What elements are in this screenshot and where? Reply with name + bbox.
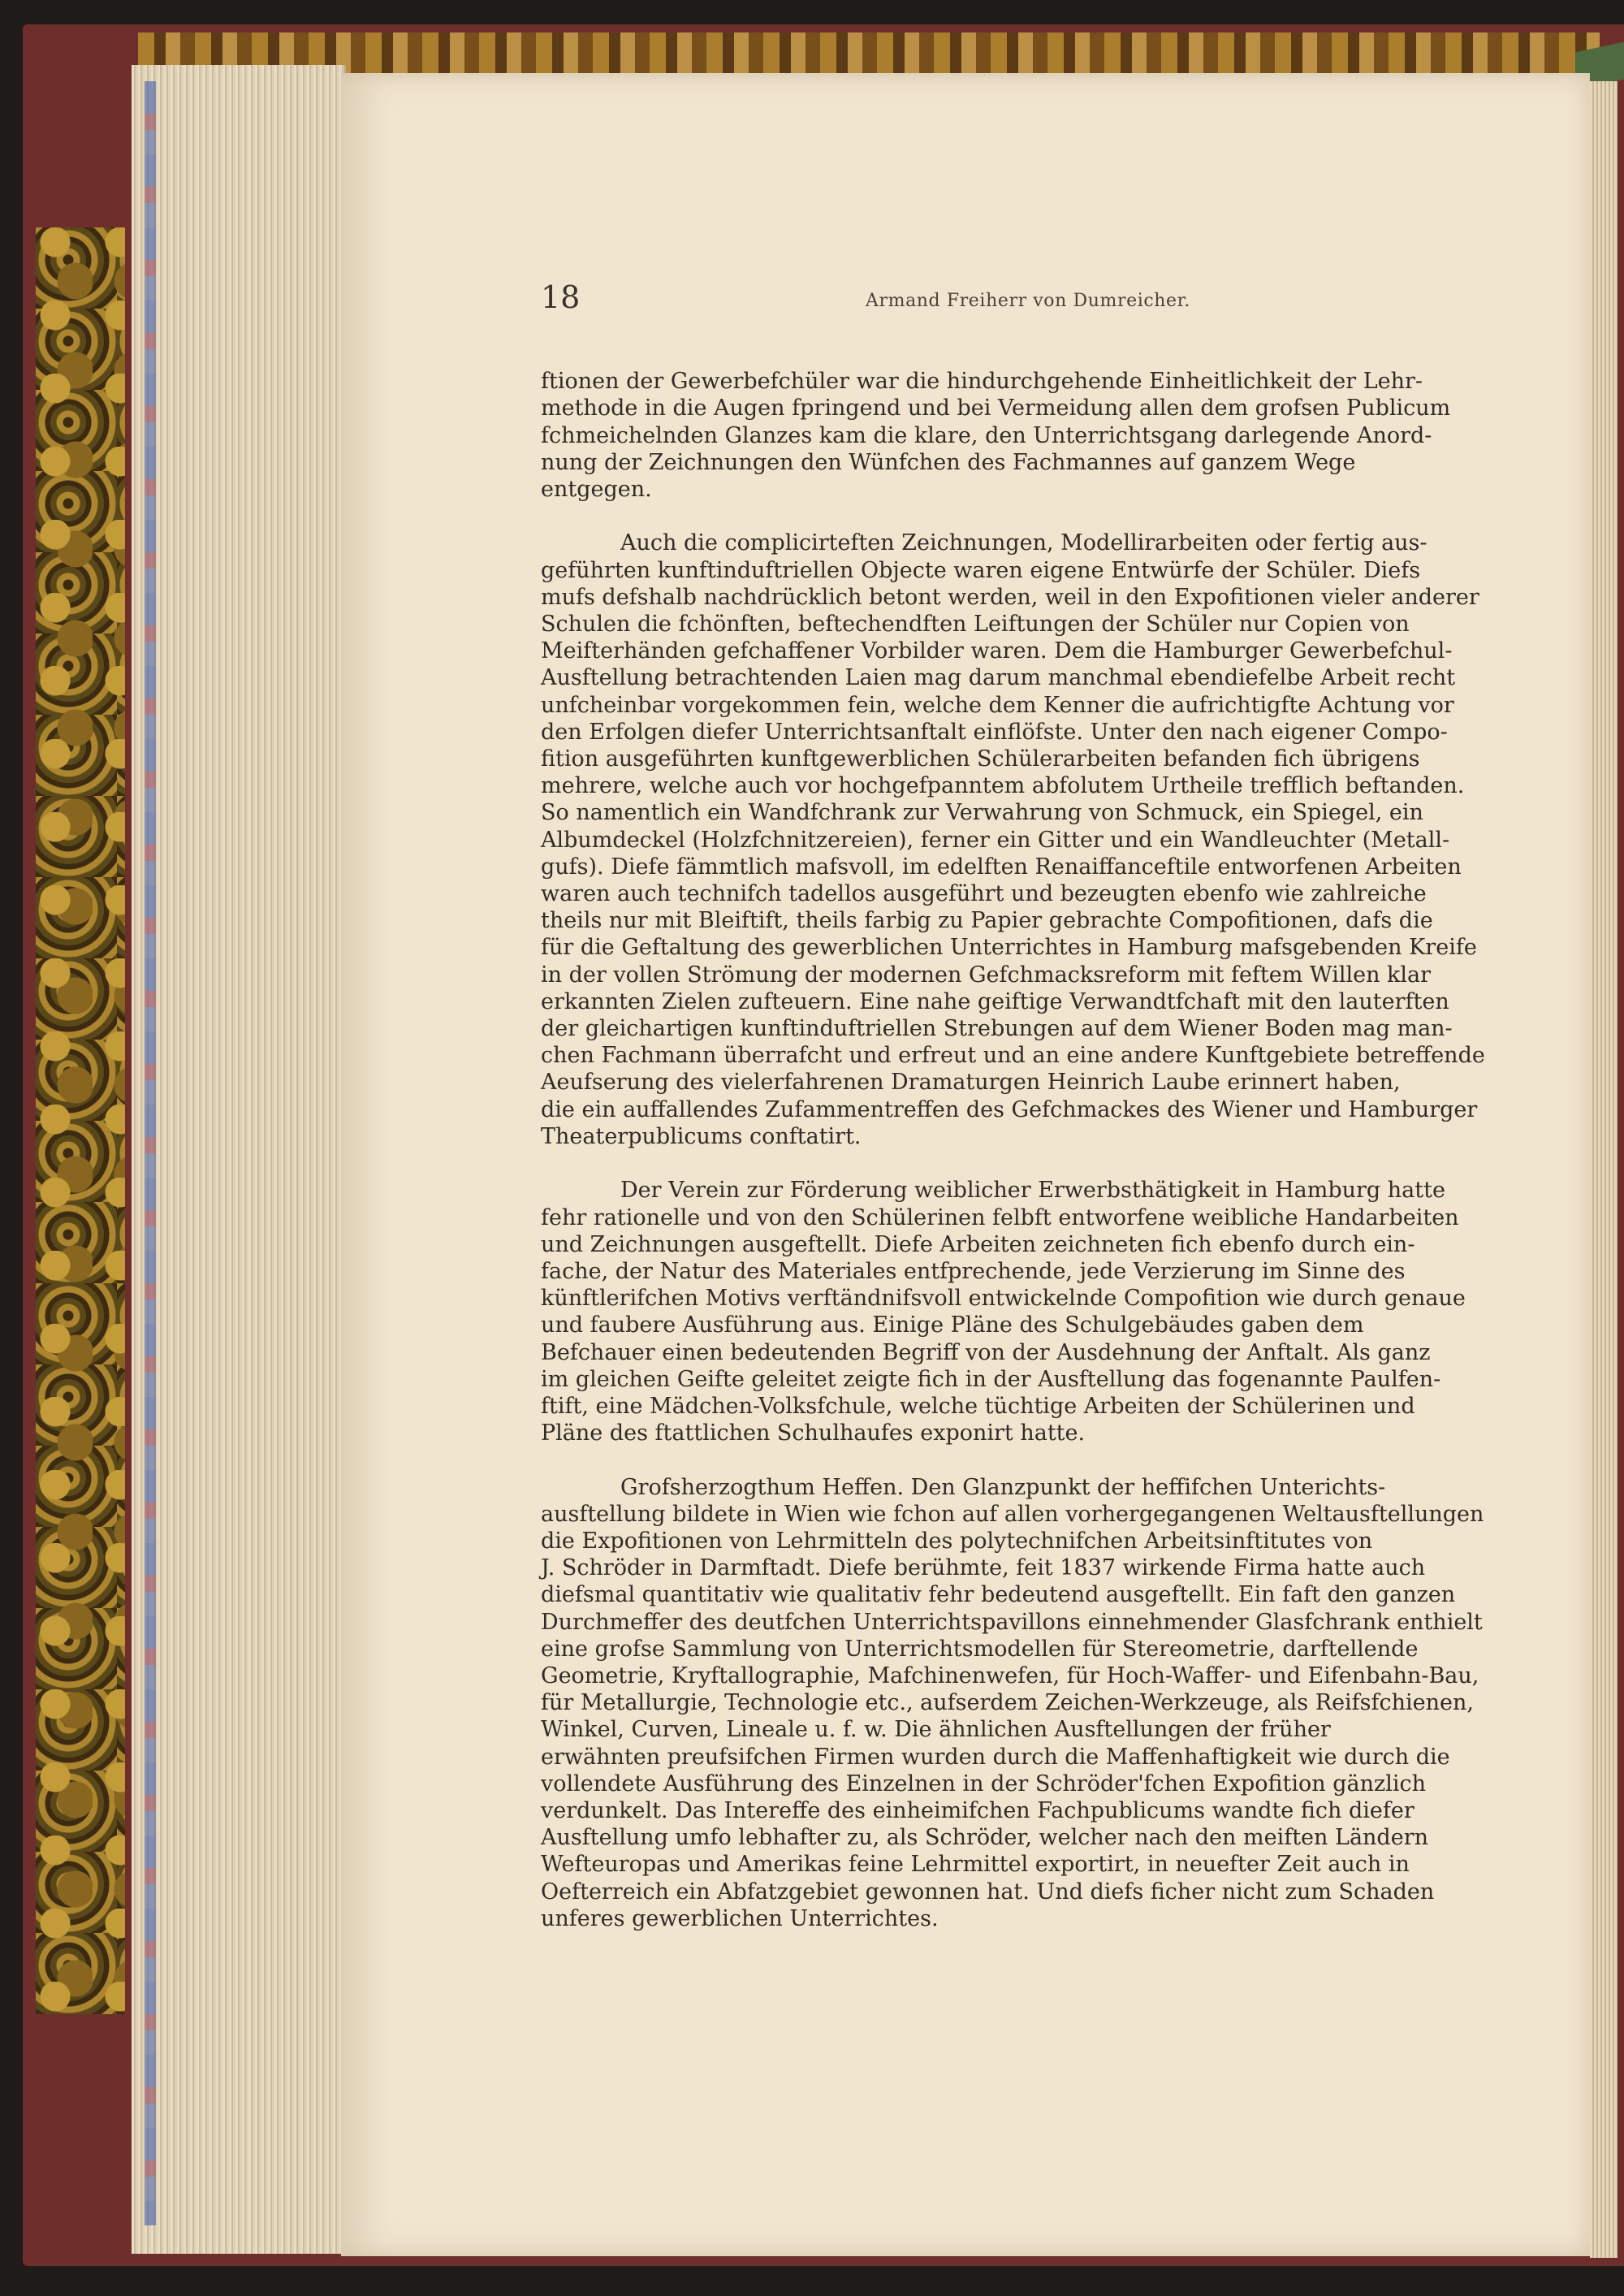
paragraph: ftionen der Gewerbefchüler war die hindurchgehende Einheitlichkeit der Lehr- methode in die Augen fpringend und bei Vermeidung allen dem grofsen Publicum fchmeichelnden Glanzes kam die klare, den Unterrichtsgang darlegende Anord- nung der Zeichnungen den Wünfchen des Fachmannes auf ganzem Wege entgegen. [541, 369, 1451, 503]
body-text [541, 341, 1525, 1959]
page-stack-right [1590, 81, 1618, 2258]
paragraph: Auch die complicirteften Zeichnungen, Modellirarbeiten oder fertig aus- geführten kunftinduftriellen Objecte waren eigene Entwürfe der Schüler. Diefs mufs defshalb nachdrücklich betont werden, weil in den Expofitionen vieler anderer Schulen die fchönften, beftechendften Leiftungen der Schüler nur Copien von Meifterhänden gefchaffener Vorbilder waren. Dem die Hamburger Gewerbefchul- Ausftellung betrachtenden Laien mag darum manchmal ebendiefelbe Arbeit recht unfcheinbar vorgekommen fein, welche dem Kenner die aufrichtigfte Achtung vor den Erfolgen diefer Unterrichtsanftalt einflöfste. Unter den nach eigener Compo- fition ausgeführten kunftgewerblichen Schülerarbeiten befanden fich übrigens mehrere, welche auch vor hochgefpanntem abfolutem Urtheile trefflich beftanden. So namentlich ein Wandfchrank zur Verwahrung von Schmuck, ein Spiegel, ein Albumdeckel (Holzfchnitzereien), ferner ein Gitter und ein Wandleuchter (Metall- gufs). Diefe fämmtlich mafsvoll, im edelften Renaiffanceftile entworfenen Arbeiten waren auch technifch tadellos ausgeführt und bezeugten ebenfo wie zahlreiche theils nur mit Bleiftift, theils farbig zu Papier gebrachte Compofitionen, dafs die für die Geftaltung des gewerblichen Unterrichtes in Hamburg mafsgebenden Kreife in der vollen Strömung der modernen Gefchmacksreform mit feftem Willen klar erkannten Zielen zufteuern. Eine nahe geiftige Verwandtfchaft mit den lauterften der gleichartigen kunftinduftriellen Strebungen auf dem Wiener Boden mag man- chen Fachmann überrafcht und erfreut und an eine andere Kunftgebiete betreffende Aeufserung des vielerfahrenen Dramaturgen Heinrich Laube erinnert haben, die ein auffallendes Zufammentreffen des Gefchmackes des Wiener und Hamburger Theaterpublicums conftatirt. [541, 530, 1485, 1149]
page-stack-edges [132, 65, 346, 2254]
paragraph: Grofsherzogthum Heffen. Den Glanzpunkt der heffifchen Unterichts- ausftellung bildete in Wien wie fchon auf allen vorhergegangenen Weltausftellungen die Expofitionen von Lehrmitteln des polytechnifchen Arbeitsinftitutes von J. Schröder in Darmftadt. Diefe berühmte, feit 1837 wirkende Firma hatte auch diefsmal quantitativ wie qualitativ fehr bedeutend ausgeftellt. Ein faft den ganzen Durchmeffer des deutfchen Unterrichtspavillons einnehmender Glasfchrank enthielt eine grofse Sammlung von Unterrichtsmodellen für Stereometrie, darftellende Geometrie, Kryftallographie, Mafchinenwefen, für Hoch-Waffer- und Eifenbahn-Bau, für Metallurgie, Technologie etc., aufserdem Zeichen-Werkzeuge, als Reifsfchienen, Winkel, Curven, Lineale u. f. w. Die ähnlichen Ausftellungen der früher erwähnten preufsifchen Firmen wurden durch die Maffenhaftigkeit wie durch die vollendete Ausführung des Einzelnen in der Schröder'fchen Expofition gänzlich verdunkelt. Das Intereffe des einheimifchen Fachpublicums wandte fich diefer Ausftellung umfo lebhafter zu, als Schröder, welcher nach den meiften Ländern Wefteuropas und Amerikas feine Lehrmittel exportirt, in neuefter Zeit auch in Oefterreich ein Abfatzgebiet gewonnen hat. Und diefs ficher nicht zum Schaden unferes gewerblichen Unterrichtes. [541, 1474, 1484, 1931]
paragraph: Der Verein zur Förderung weiblicher Erwerbsthätigkeit in Hamburg hatte fehr rationelle und von den Schülerinen felbft entworfene weibliche Handarbeiten und Zeichnungen ausgeftellt. Diefe Arbeiten zeichneten fich ebenfo durch ein- fache, der Natur des Materiales entfprechende, jede Verzierung im Sinne des künftlerifchen Motivs verftändnifsvoll entwickelnde Compofition wie durch genaue und faubere Ausführung aus. Einige Pläne des Schulgebäudes gaben dem Befchauer einen bedeutenden Begriff von der Ausdehnung der Anftalt. Als ganz im gleichen Geifte geleitet zeigte fich in der Ausftellung das fogenannte Paulfen- ftift, eine Mädchen-Volksfchule, welche tüchtige Arbeiten der Schülerinen und Pläne des ftattlichen Schulhaufes exponirt hatte. [541, 1178, 1466, 1446]
marbled-edge-top [138, 32, 1600, 73]
marbled-endpaper [36, 227, 125, 2014]
page-number: 18 [541, 279, 581, 315]
running-head [541, 279, 1223, 322]
running-head-title: Armand Freiherr von Dumreicher. [866, 291, 1190, 311]
page-edge-color-band [145, 81, 156, 2225]
